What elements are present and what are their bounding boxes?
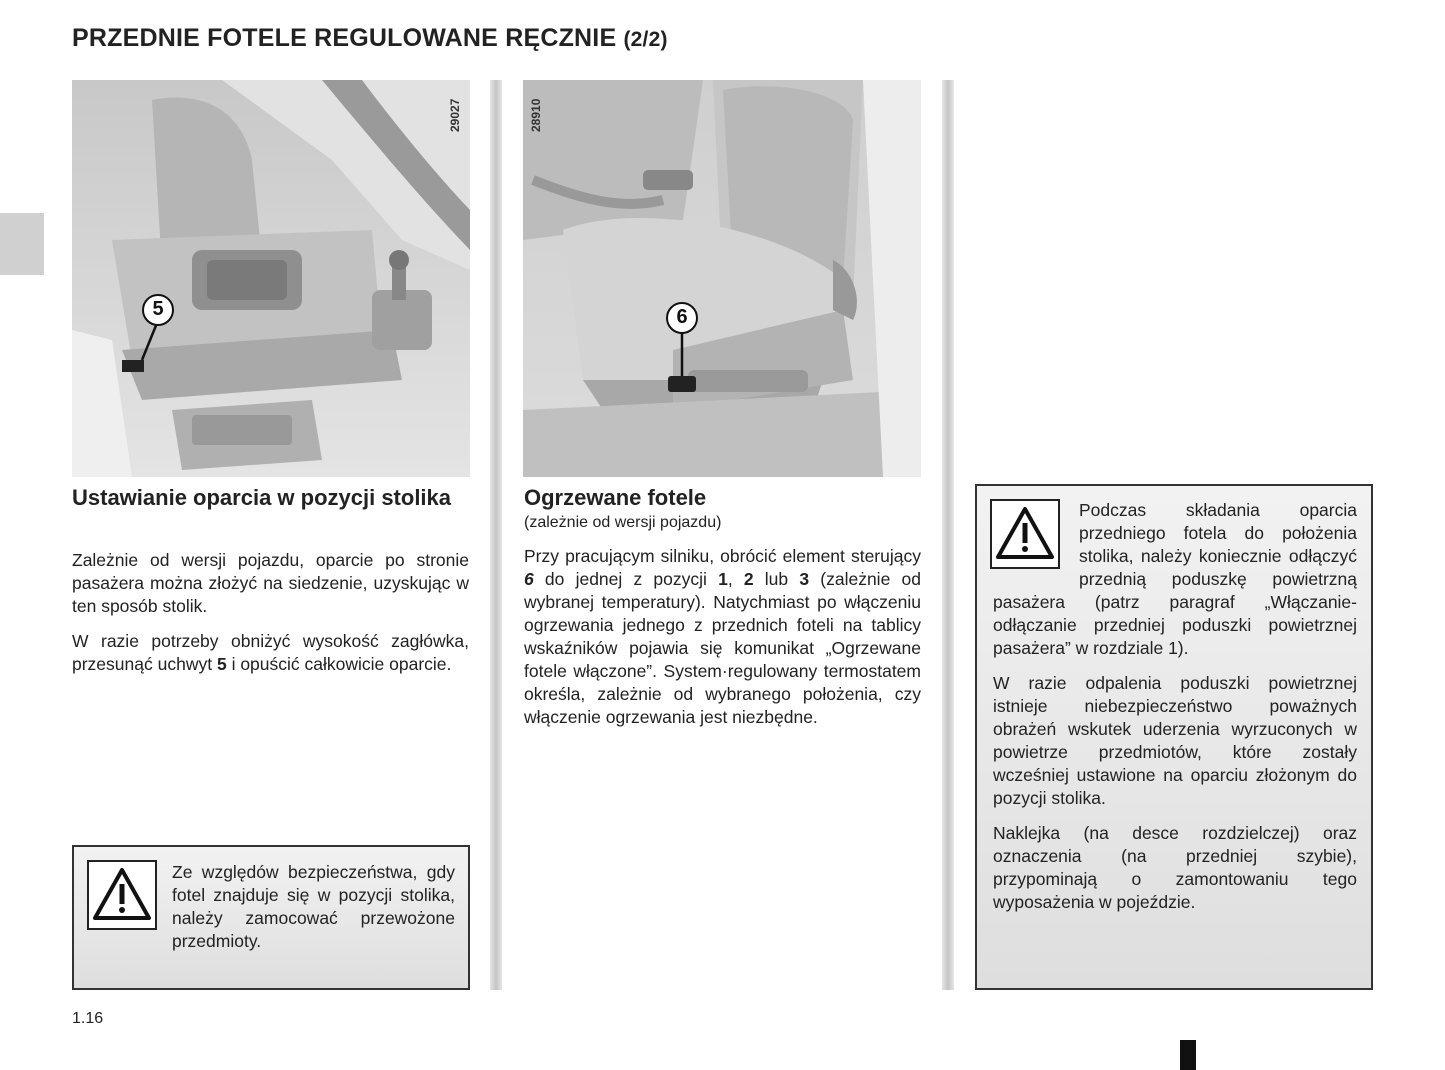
- heated-separator: ,: [727, 569, 733, 589]
- backrest-handle: [122, 360, 144, 372]
- heated-text-start: Przy pracującym silniku, obrócić element sterujący: [524, 546, 921, 566]
- warning-text-right: [993, 499, 1357, 914]
- position-1: 1: [718, 569, 728, 589]
- heated-text-end: (zależnie od wybranej temperatury). Natychmiast po włączeniu ogrzewania jednego z przednich foteli na tablicy wskaźników pojawia się komunikat „Ogrzewane fotele włączone”. System·regulowany termostatem określa, zależnie od wybranego położenia, czy włączenie ogrzewania jest niezbędne.: [524, 569, 921, 727]
- warning-right-paragraph-2: W razie odpalenia poduszki powietrznej istnieje niebezpieczeństwo poważnych obrażeń wskutek uderzenia wyrzuconych w powietrze przedmiotów, które zostały wcześniej ustawione na oparciu złożonym do pozycji stolika.: [993, 673, 1357, 808]
- warning-box-right: [975, 484, 1373, 990]
- column-divider-right: [942, 80, 954, 990]
- left-paragraph-1: Zależnie od wersji pojazdu, oparcie po stronie pasażera można złożyć na siedzenie, uzyskując w ten sposób stolik.: [72, 550, 469, 616]
- warning-right-paragraph-1: Podczas składania oparcia przedniego fotela do położenia stolika, należy koniecznie odłączyć przednią poduszkę powietrzną pasażera (patrz paragraf „Włączanie-odłączanie przedniej poduszki powietrznej pasażera” w rozdziale 1).: [993, 500, 1357, 658]
- warning-text-left: Ze względów bezpieczeństwa, gdy fotel znajduje się w pozycji stolika, należy zamocować przewożone przedmioty.: [172, 862, 455, 951]
- seat-table-photo: [72, 80, 470, 477]
- seat-table-illustration: [72, 80, 470, 477]
- page-title-text: PRZEDNIE FOTELE REGULOWANE RĘCZNIE: [72, 24, 617, 52]
- handle-ref-5: 5: [216, 654, 227, 674]
- heated-text-mid2: lub: [764, 569, 789, 589]
- left-paragraph-2: [72, 630, 469, 676]
- heated-seat-illustration: [523, 80, 921, 477]
- position-2: 2: [743, 569, 754, 589]
- section-heading-table-position: Ustawianie oparcia w pozycji stolika: [72, 485, 452, 510]
- callout-label-6: 6: [676, 306, 688, 328]
- callout-label-5: 5: [152, 298, 164, 320]
- left-column-body: [72, 549, 469, 676]
- section-heading-heated-seats: Ogrzewane fotele: [524, 485, 707, 510]
- page-title-suffix: (2/2): [623, 28, 668, 51]
- warning-box-left: [72, 845, 470, 990]
- chapter-tab: [0, 213, 44, 275]
- warning-triangle-icon: [87, 860, 157, 930]
- page-title: [72, 24, 668, 53]
- section-end-marker: [1180, 1040, 1196, 1070]
- image-code-left: 29027: [448, 98, 462, 132]
- heated-seat-photo: [523, 80, 921, 477]
- warning-right-paragraph-3: Naklejka (na desce rozdzielczej) oraz oznaczenia (na przedniej szybie), przypominają o zamontowaniu tego wyposażenia w pojeździe.: [993, 823, 1357, 912]
- control-ref-6: 6: [524, 569, 534, 589]
- section-subheading-version: (zależnie od wersji pojazdu): [524, 514, 722, 531]
- heated-text-mid1: do jednej z pozycji: [544, 569, 707, 589]
- left-paragraph-2-start: W razie potrzeby obniżyć wysokość zagłówka, przesunąć uchwyt: [72, 631, 469, 674]
- column-divider-left: [490, 80, 502, 990]
- heated-seat-instructions: [524, 545, 921, 729]
- image-code-middle: 28910: [529, 98, 543, 132]
- heating-control-knob: [668, 376, 696, 392]
- position-3: 3: [799, 569, 810, 589]
- page-number: 1.16: [72, 1010, 104, 1027]
- left-paragraph-2-end: i opuścić całkowicie oparcie.: [231, 654, 452, 674]
